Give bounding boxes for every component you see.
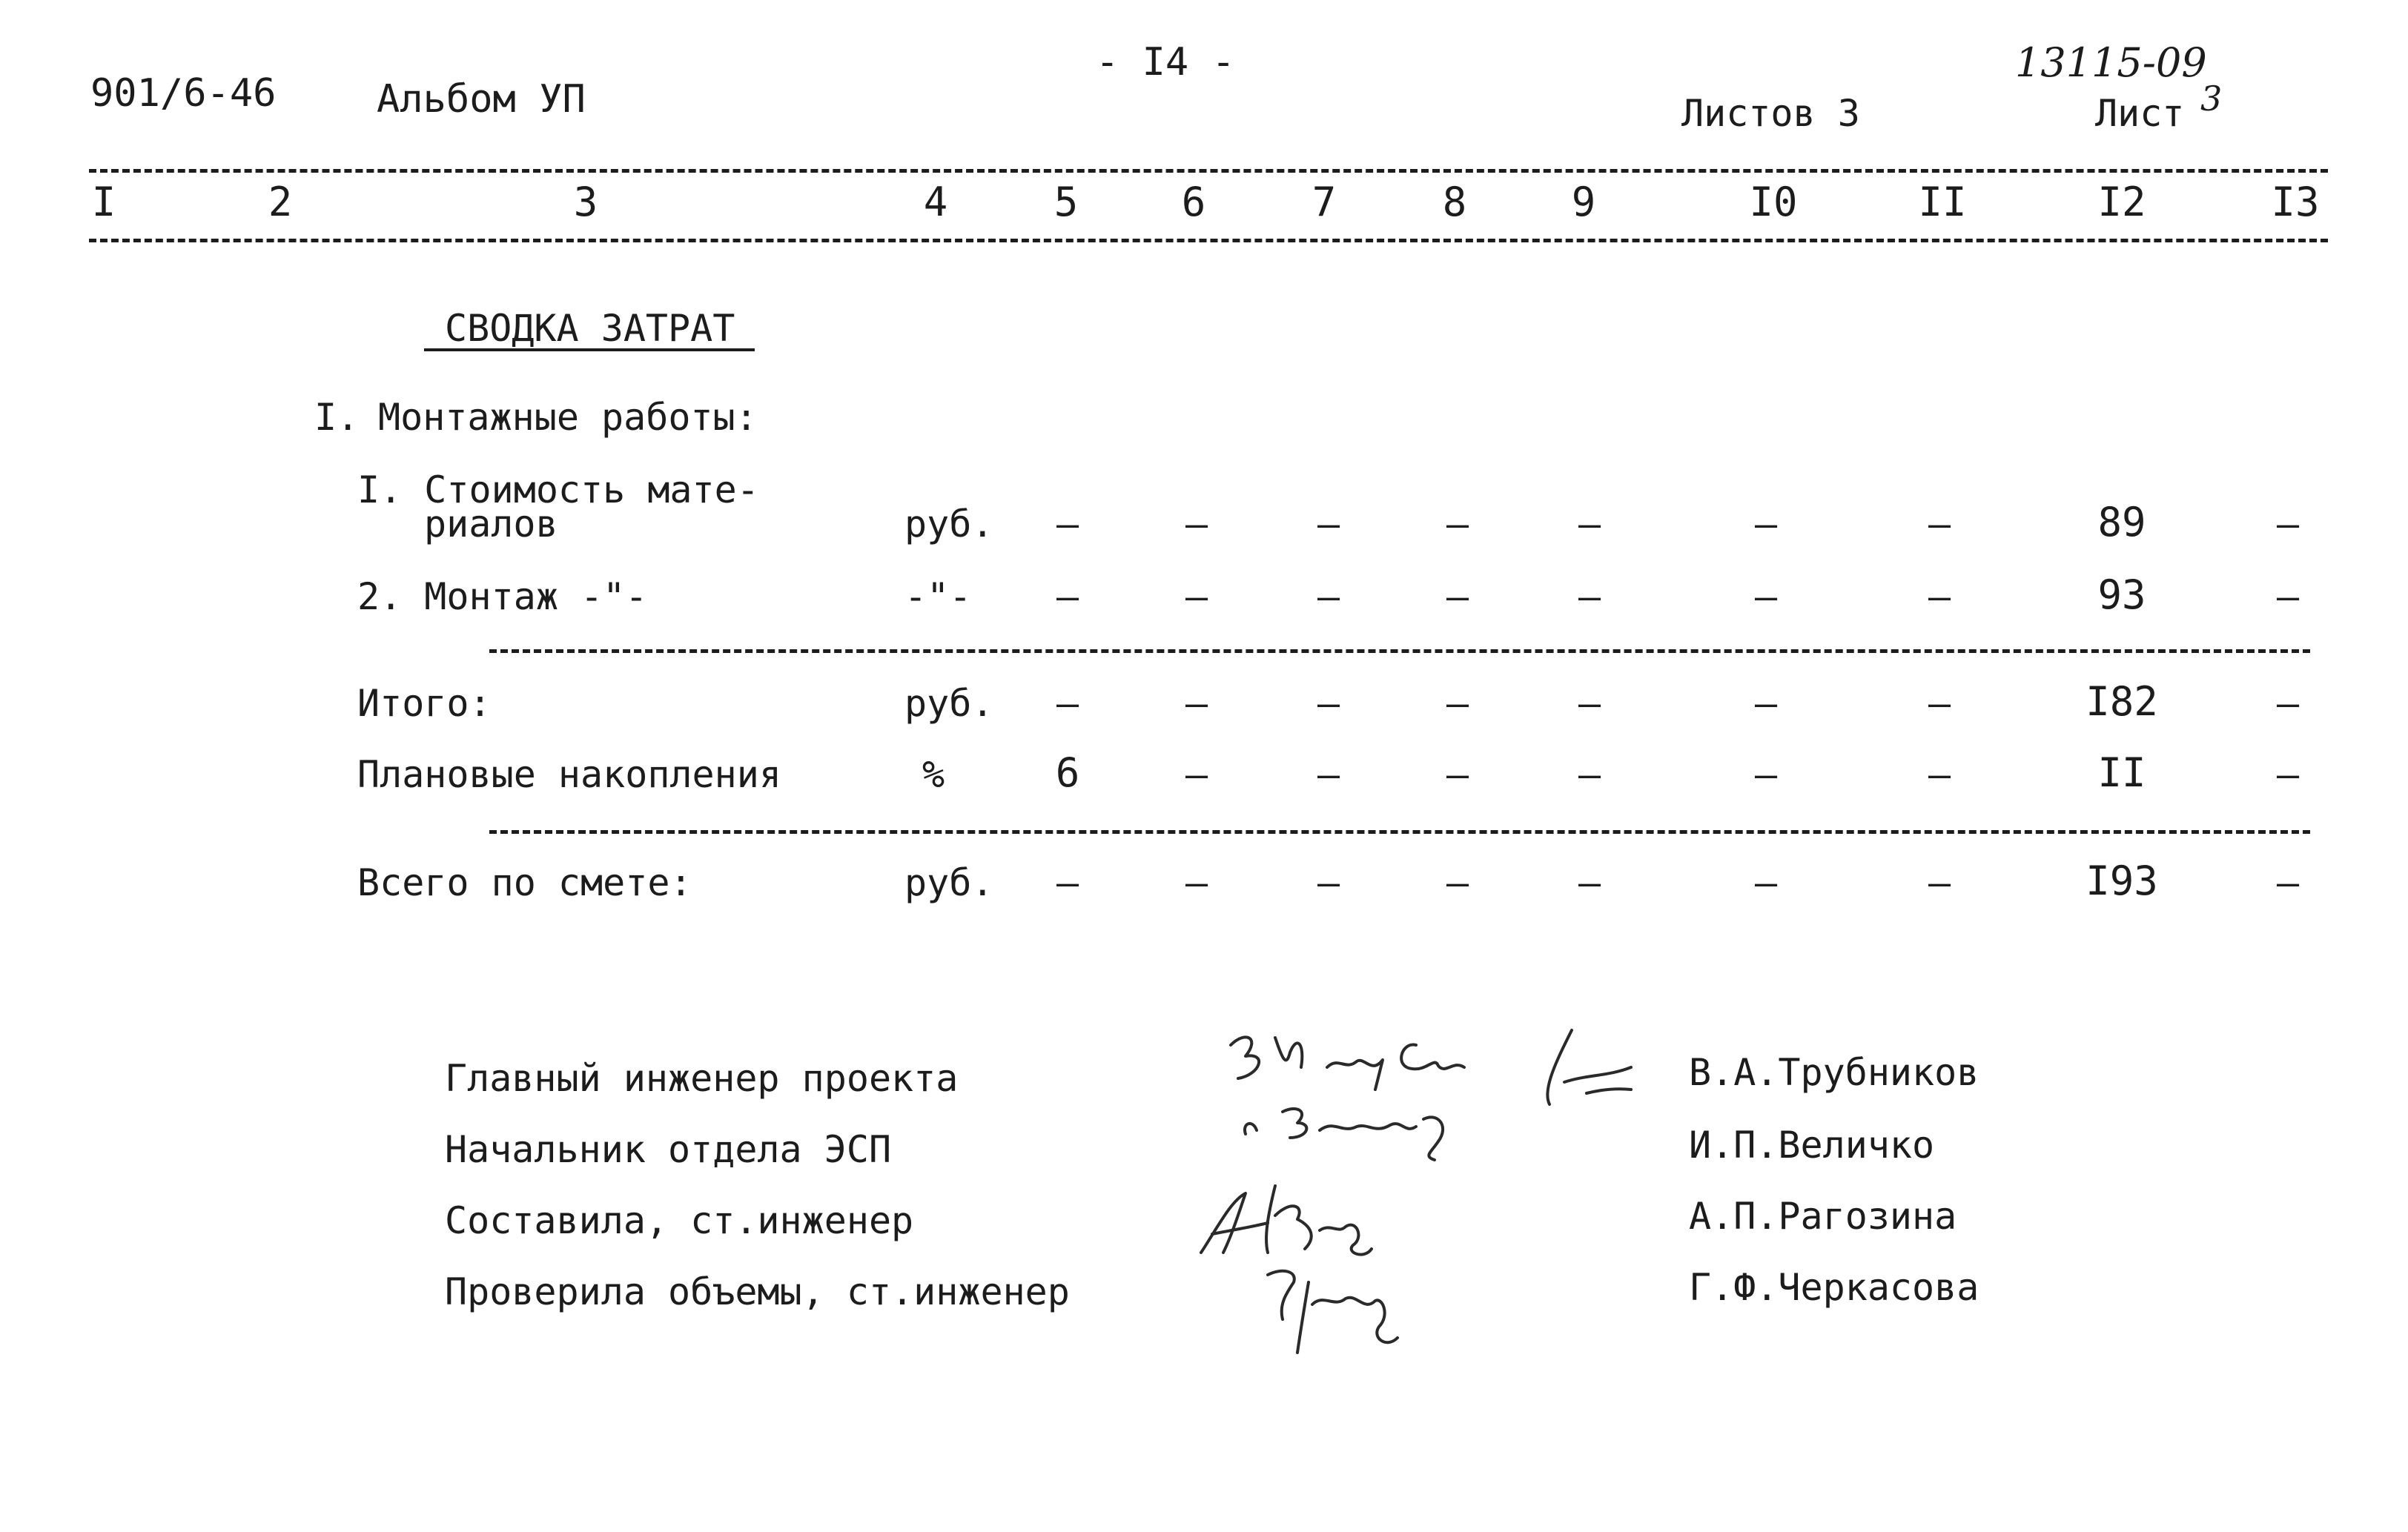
row-cell-13: – xyxy=(2276,503,2300,546)
signature-role: Проверила объемы, ст.инженер xyxy=(445,1270,1070,1313)
row-label: Всего по смете: xyxy=(357,861,692,904)
row-cell-6: – xyxy=(1185,503,1208,546)
row-cell-8: – xyxy=(1446,861,1469,904)
page-number: - I4 - xyxy=(1096,40,1235,84)
section-name: Монтажные работы: xyxy=(378,396,758,439)
row-cell-11: – xyxy=(1928,753,1951,796)
title-underline xyxy=(424,348,755,351)
row-cell-10: – xyxy=(1754,753,1778,796)
row-cell-8: – xyxy=(1446,682,1469,725)
row-label: Итого: xyxy=(357,682,492,725)
row-cell-13: – xyxy=(2276,753,2300,796)
row-cell-7: – xyxy=(1317,682,1340,725)
sheet-label: Лист xyxy=(2095,92,2185,135)
row-cell-12: 93 xyxy=(2097,571,2146,618)
row-cell-13: – xyxy=(2276,682,2300,725)
signature-scribble-department-head xyxy=(1238,1090,1490,1164)
row-cell-6: – xyxy=(1185,682,1208,725)
row-cell-6: – xyxy=(1185,861,1208,904)
grand-total-rule xyxy=(489,830,2310,834)
row-cell-10: – xyxy=(1754,861,1778,904)
row-unit: % xyxy=(922,753,945,796)
header-rule-bottom xyxy=(89,239,2328,242)
row-cell-5: – xyxy=(1056,861,1079,904)
sheet-number: 3 xyxy=(2200,79,2223,119)
row-cell-11: – xyxy=(1928,575,1951,618)
row-cell-12: 89 xyxy=(2097,499,2146,546)
page-title: СВОДКА ЗАТРАТ xyxy=(445,307,735,350)
signature-name: В.А.Трубников xyxy=(1689,1051,1979,1094)
col-10: I0 xyxy=(1749,179,1798,225)
sheets-count: Листов 3 xyxy=(1681,92,1860,135)
row-label: I. Стоимость мате- xyxy=(357,468,759,511)
row-cell-10: – xyxy=(1754,682,1778,725)
col-8: 8 xyxy=(1442,179,1467,225)
row-cell-11: – xyxy=(1928,682,1951,725)
col-2: 2 xyxy=(268,179,293,225)
row-cell-13: – xyxy=(2276,575,2300,618)
row-cell-11: – xyxy=(1928,861,1951,904)
col-9: 9 xyxy=(1571,179,1596,225)
col-13: I3 xyxy=(2271,179,2320,225)
row-cell-9: – xyxy=(1578,575,1601,618)
signature-scribble-checker xyxy=(1253,1253,1416,1364)
row-label: Плановые накопления xyxy=(357,753,781,796)
row-cell-7: – xyxy=(1317,861,1340,904)
row-cell-7: – xyxy=(1317,503,1340,546)
signature-role: Начальник отдела ЭСП xyxy=(445,1128,892,1171)
row-cell-8: – xyxy=(1446,753,1469,796)
section-number: I. xyxy=(314,396,360,439)
row-cell-12: I93 xyxy=(2086,858,2158,904)
row-cell-9: – xyxy=(1578,503,1601,546)
row-cell-12: II xyxy=(2097,749,2146,796)
row-unit: руб. xyxy=(904,861,994,904)
row-cell-9: – xyxy=(1578,861,1601,904)
row-cell-10: – xyxy=(1754,575,1778,618)
col-5: 5 xyxy=(1054,179,1079,225)
signature-name: Г.Ф.Черкасова xyxy=(1689,1266,1979,1309)
col-12: I2 xyxy=(2097,179,2146,225)
row-cell-7: – xyxy=(1317,575,1340,618)
row-cell-9: – xyxy=(1578,682,1601,725)
row-label: 2. Монтаж -"- xyxy=(357,575,648,618)
row-unit: -"- xyxy=(904,575,972,618)
col-1: I xyxy=(91,179,116,225)
row-cell-13: – xyxy=(2276,861,2300,904)
row-cell-9: – xyxy=(1578,753,1601,796)
row-label-continued: риалов xyxy=(424,503,558,546)
signature-role: Главный инженер проекта xyxy=(445,1057,959,1100)
signature-role: Составила, ст.инженер xyxy=(445,1199,914,1242)
row-cell-5: 6 xyxy=(1055,749,1080,796)
col-3: 3 xyxy=(573,179,598,225)
subtotal-rule xyxy=(489,649,2310,653)
col-11: II xyxy=(1918,179,1967,225)
header-rule-top xyxy=(89,169,2328,173)
col-7: 7 xyxy=(1312,179,1337,225)
row-cell-8: – xyxy=(1446,575,1469,618)
row-cell-5: – xyxy=(1056,503,1079,546)
signature-name: И.П.Величко xyxy=(1689,1124,1935,1167)
row-cell-12: I82 xyxy=(2086,678,2158,725)
row-cell-8: – xyxy=(1446,503,1469,546)
row-cell-10: – xyxy=(1754,503,1778,546)
col-6: 6 xyxy=(1181,179,1206,225)
doc-code: 901/6-46 xyxy=(90,71,277,116)
album-label: Альбом УП xyxy=(377,77,586,122)
row-unit: руб. xyxy=(904,682,994,725)
row-cell-6: – xyxy=(1185,575,1208,618)
row-cell-7: – xyxy=(1317,753,1340,796)
col-4: 4 xyxy=(923,179,948,225)
signature-name: А.П.Рагозина xyxy=(1689,1195,1957,1238)
row-cell-5: – xyxy=(1056,682,1079,725)
handwritten-code: 13115-09 xyxy=(2015,39,2207,86)
row-cell-11: – xyxy=(1928,503,1951,546)
row-unit: руб. xyxy=(904,503,994,546)
row-cell-5: – xyxy=(1056,575,1079,618)
row-cell-6: – xyxy=(1185,753,1208,796)
